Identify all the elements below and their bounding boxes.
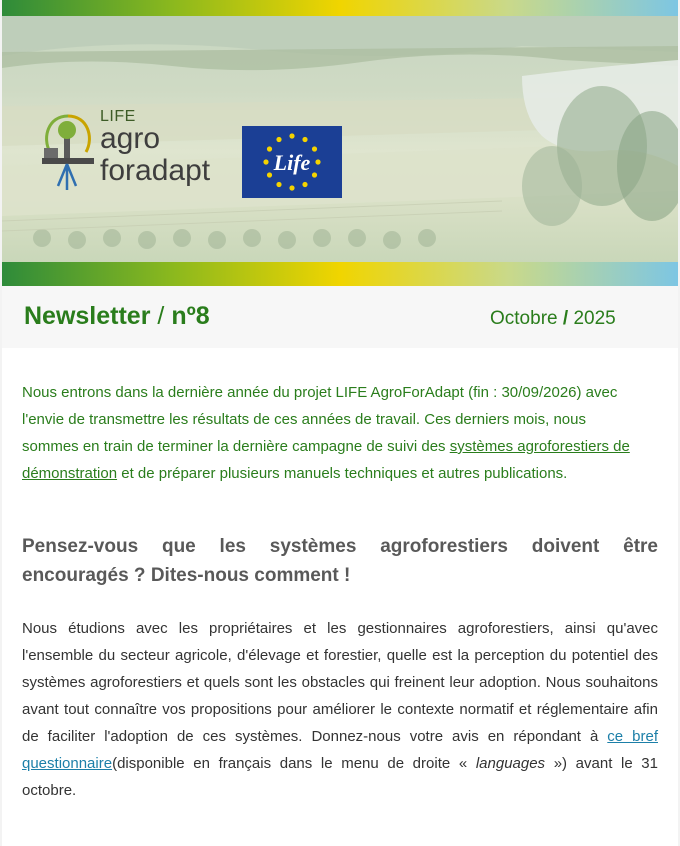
body-text-after-link: (disponible en français dans le menu de droite «: [112, 755, 476, 772]
newsletter-date: [490, 308, 616, 330]
gradient-bar-bottom: [2, 262, 678, 286]
title-separator: /: [157, 302, 165, 330]
logo-for-adapt: [100, 154, 210, 188]
tree-roots-icon: [38, 108, 98, 194]
intro-text-end: et de préparer plusieurs manuels techniques et autres publications.: [117, 465, 568, 482]
section-heading: Pensez-vous que les systèmes agroforestiers doivent être encouragés ? Dites-nous comment !: [22, 536, 658, 586]
newsletter-header: [2, 286, 678, 348]
logo-agro: agro: [100, 122, 161, 155]
languages-italic: languages: [475, 755, 546, 772]
date-month: Octobre: [490, 308, 558, 329]
date-year: 2025: [573, 308, 616, 329]
intro-text: Nous entrons dans la dernière année du projet LIFE AgroForAdapt (fin : 30/09/2026) avec l'envie de transmettre les résultats de ces années de travail. Ces derniers mois, nous sommes en train de terminer la dernière campagne de suivi des: [22, 384, 618, 455]
logo-life-label: LIFE: [100, 108, 136, 125]
date-separator: /: [562, 308, 569, 329]
newsletter-content: [2, 348, 678, 846]
issue-number: nº8: [171, 302, 210, 330]
hero-banner: [2, 16, 678, 262]
agroforadapt-logo: [38, 108, 228, 204]
title-main: Newsletter: [24, 302, 151, 330]
section-body: [22, 615, 658, 804]
logo-adapt: adapt: [135, 154, 211, 187]
gradient-bar-top: [2, 0, 678, 16]
logo-for: for: [100, 154, 136, 187]
newsletter-title: [24, 302, 210, 331]
demo-systems-link[interactable]: systèmes agroforestiers de démonstration: [22, 438, 630, 482]
eu-life-logo: [242, 126, 342, 198]
intro-paragraph: [22, 379, 642, 487]
questionnaire-link[interactable]: ce bref questionnaire: [22, 728, 658, 772]
body-text: Nous étudions avec les propriétaires et les gestionnaires agroforestiers, ainsi qu'avec l'ensemble du secteur agricole, d'élevage et forestier, quelle est la perception du potentiel des systèmes agroforestiers et quels sont les obstacles qui freinent leur adoption. Nous souhaitons avant tout connaître vos propositions pour améliorer le contexte normatif et réglementaire afin de faciliter l'adoption de ces systèmes. Donnez-nous votre avis en répondant à: [22, 620, 658, 745]
body-text-end: ») avant le 31 octobre.: [22, 755, 658, 799]
eu-life-label: Life: [273, 150, 311, 175]
